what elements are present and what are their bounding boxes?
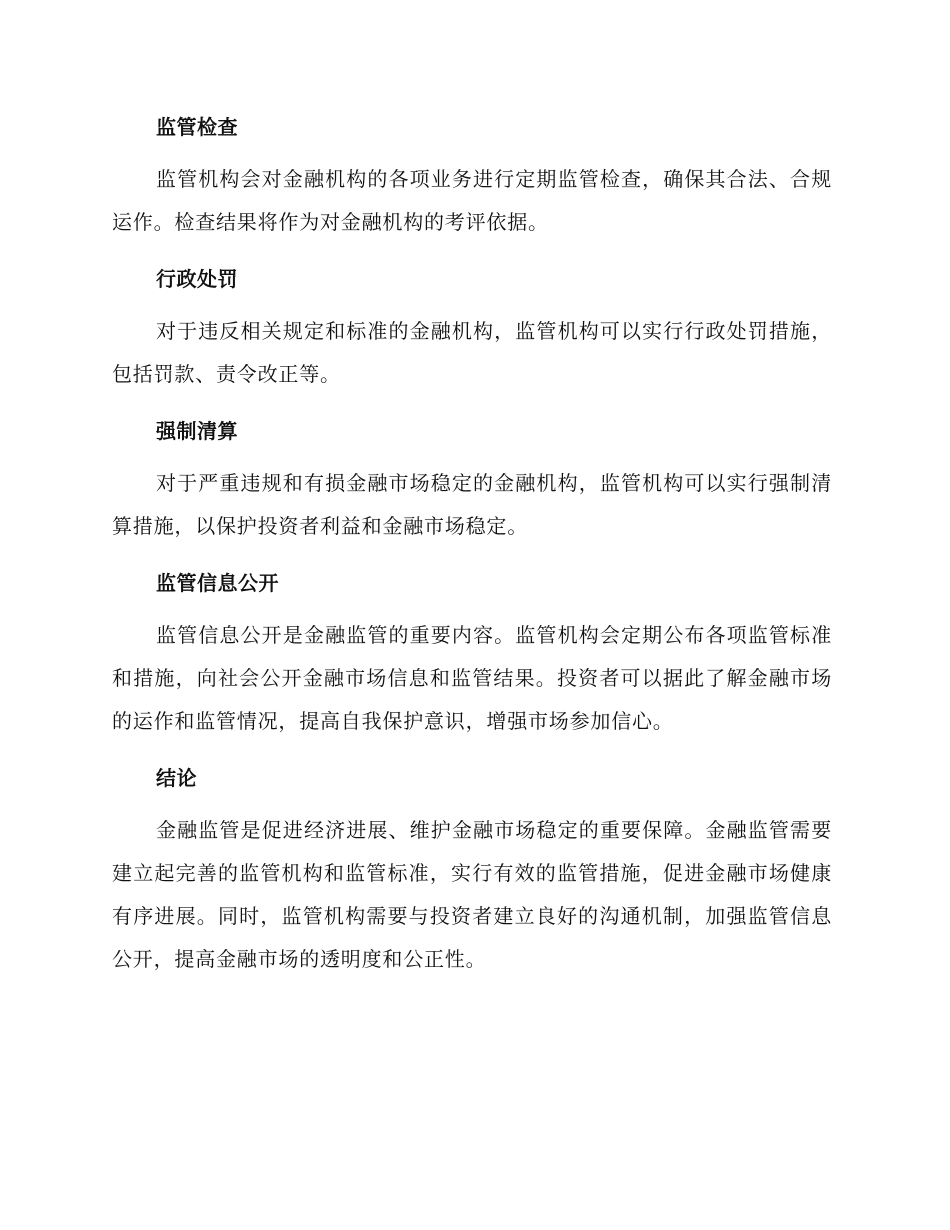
section-paragraph: 对于违反相关规定和标准的金融机构，监管机构可以实行行政处罚措施，包括罚款、责令改正等。 bbox=[112, 319, 832, 386]
section-heading: 监管信息公开 bbox=[156, 571, 279, 595]
section-forced-liquidation bbox=[112, 412, 832, 548]
section-supervisory-inspection bbox=[112, 108, 832, 244]
section-paragraph: 监管信息公开是金融监管的重要内容。监管机构会定期公布各项监管标准和措施，向社会公开金融市场信息和监管结果。投资者可以据此了解金融市场的运作和监管情况，提高自我保护意识，增强市场参加信心。 bbox=[112, 623, 832, 733]
section-conclusion bbox=[112, 759, 832, 981]
section-paragraph: 对于严重违规和有损金融市场稳定的金融机构，监管机构可以实行强制清算措施，以保护投资者利益和金融市场稳定。 bbox=[112, 471, 832, 538]
section-heading: 强制清算 bbox=[156, 419, 238, 443]
section-paragraph: 金融监管是促进经济进展、维护金融市场稳定的重要保障。金融监管需要建立起完善的监管机构和监管标准，实行有效的监管措施，促进金融市场健康有序进展。同时，监管机构需要与投资者建立良好的沟通机制，加强监管信息公开，提高金融市场的透明度和公正性。 bbox=[112, 818, 832, 971]
section-information-disclosure bbox=[112, 564, 832, 743]
section-paragraph: 监管机构会对金融机构的各项业务进行定期监管检查，确保其合法、合规运作。检查结果将作为对金融机构的考评依据。 bbox=[112, 167, 832, 234]
section-heading: 行政处罚 bbox=[156, 267, 238, 291]
section-administrative-penalty bbox=[112, 260, 832, 396]
section-heading: 结论 bbox=[156, 766, 197, 790]
section-heading: 监管检查 bbox=[156, 115, 238, 139]
